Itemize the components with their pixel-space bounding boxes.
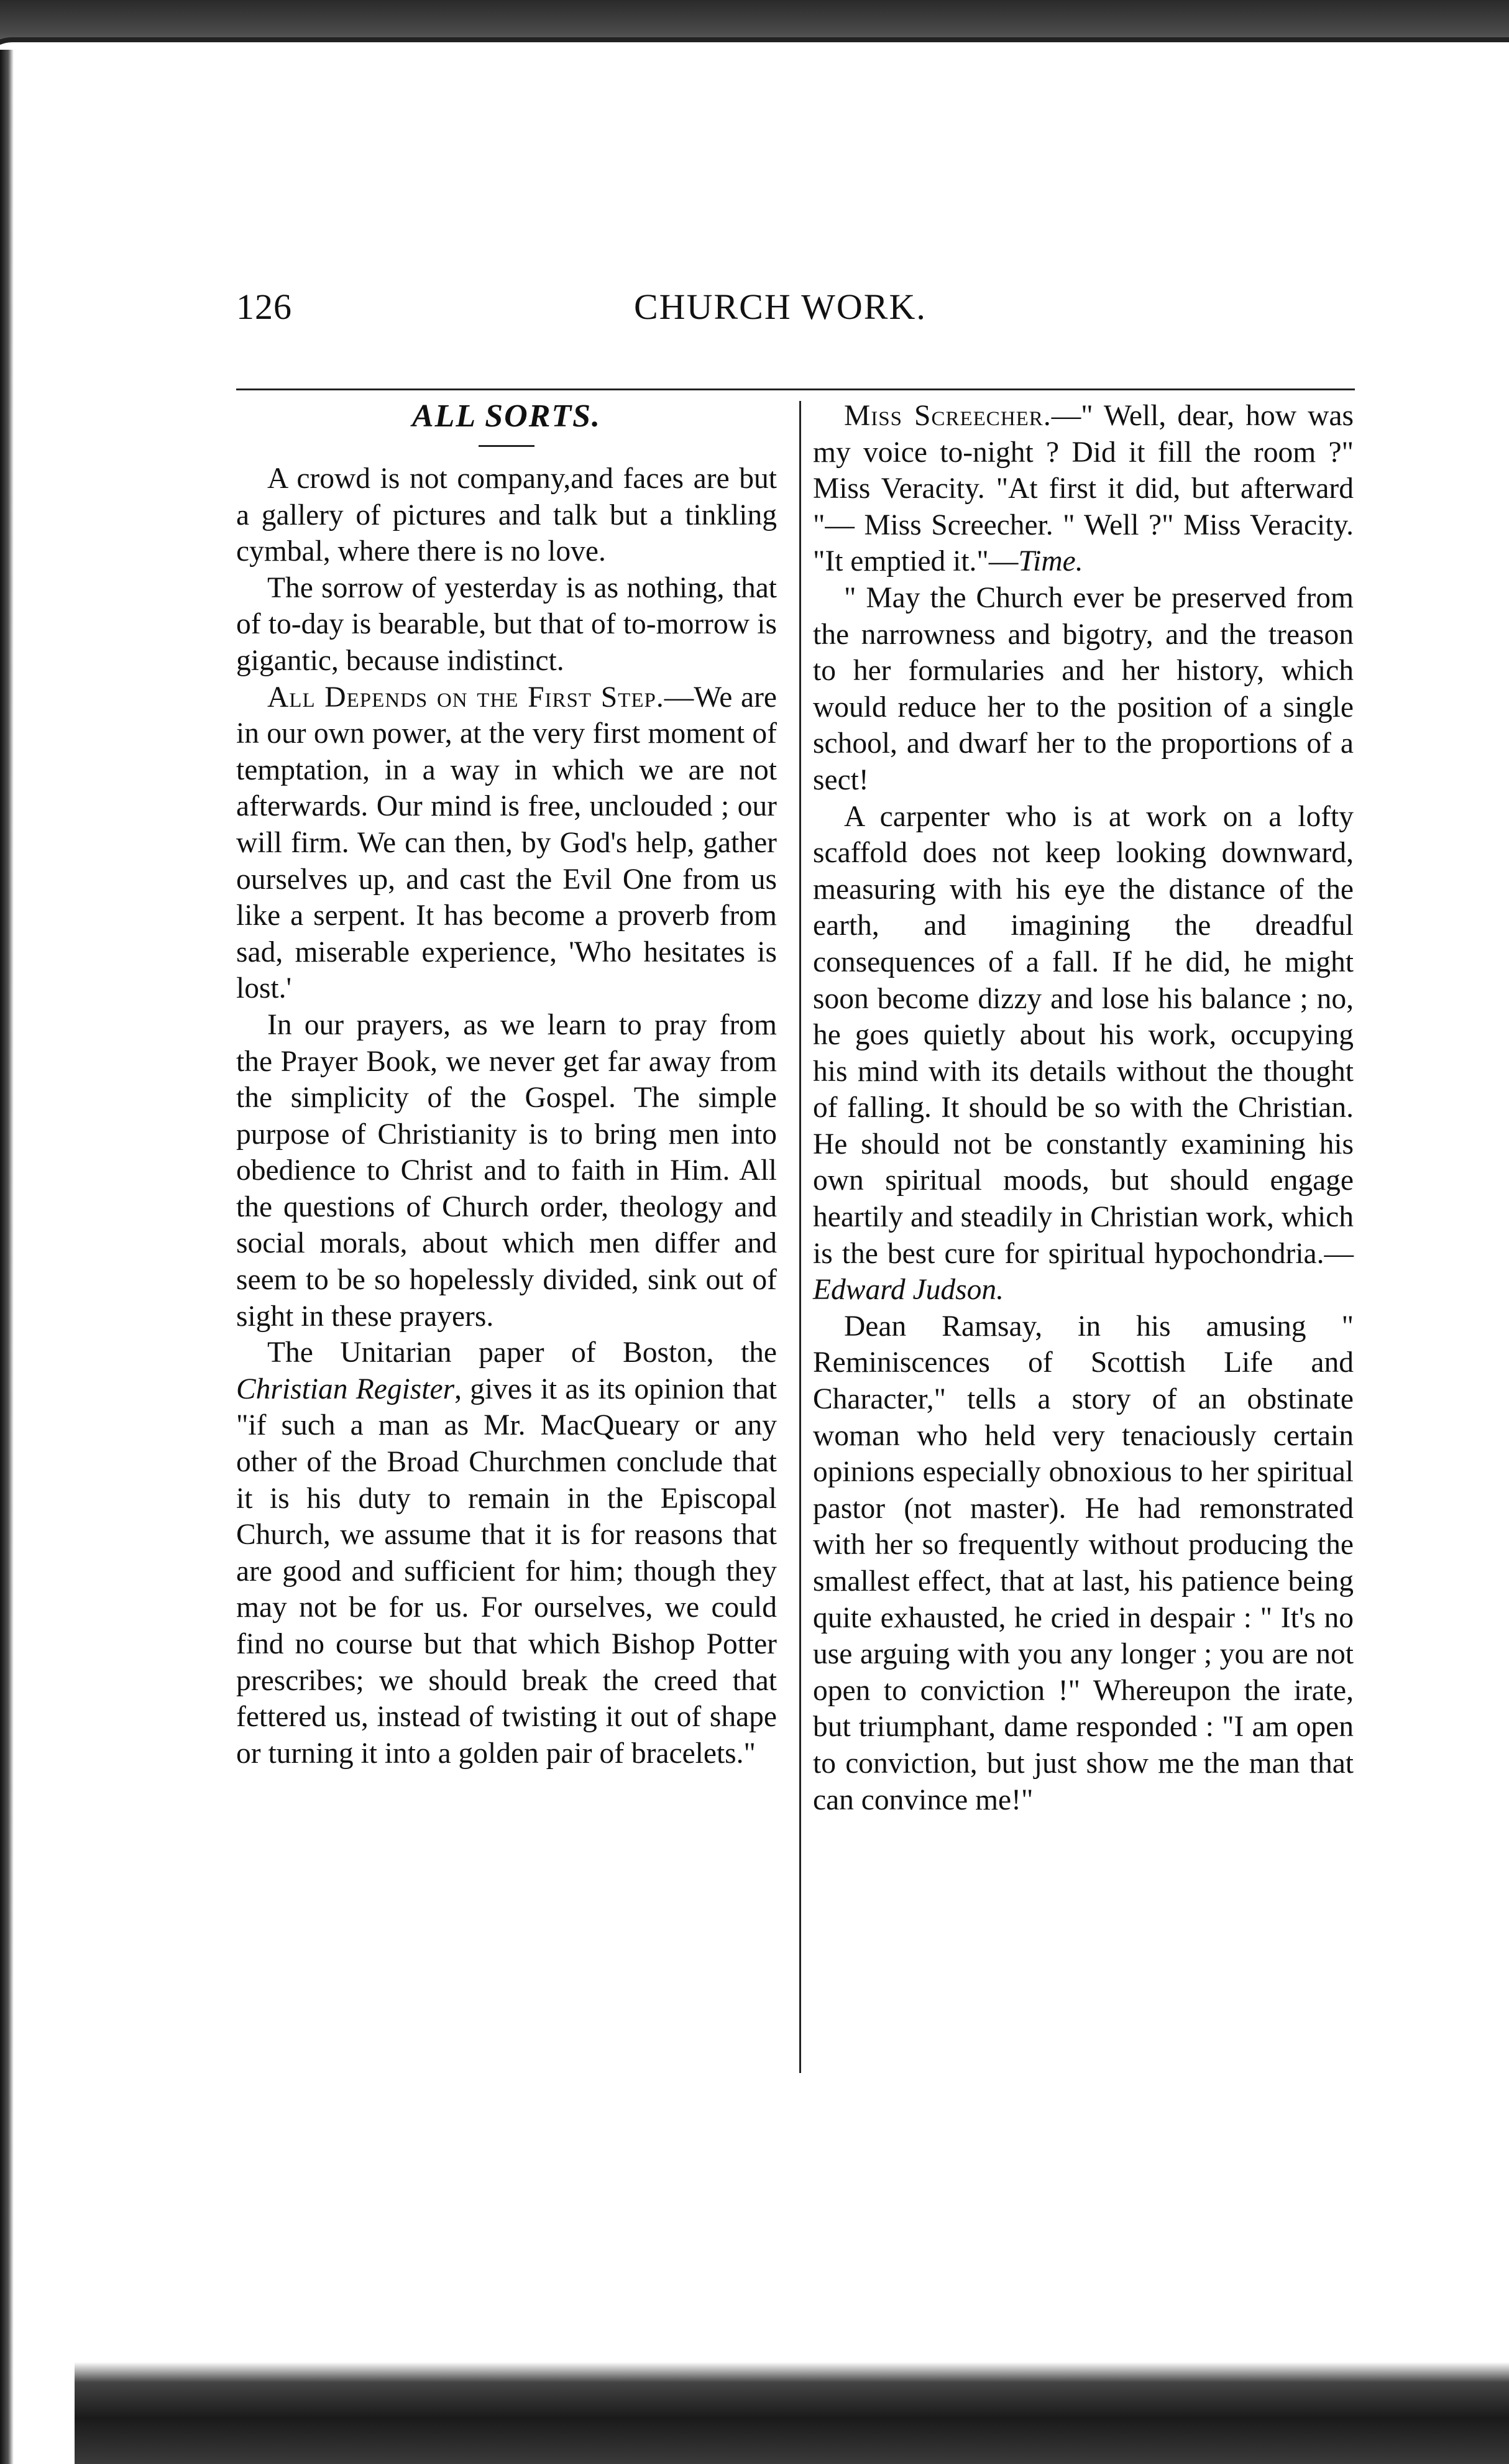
page-top-corner	[0, 37, 1509, 179]
paragraph-prayers: In our prayers, as we learn to pray from the Prayer Book, we never get far away from the simplicity of the Gospel. The simple purpose of Christianity is to bring men into obedience to Christ and to faith in Him. All the questions of Church order, theology and social morals, about which men differ and seem to be so hopelessly divided, sink out of sight in these prayers.	[236, 1008, 777, 1333]
header-rule	[236, 388, 1355, 390]
speaker-name: Miss Screecher.	[844, 400, 1052, 432]
left-column	[236, 398, 777, 1772]
page-number: 126	[236, 287, 292, 327]
paragraph-screecher	[813, 398, 1354, 580]
scan-left-edge	[0, 50, 14, 2464]
paragraph-church-prayer: " May the Church ever be preserved from the narrowness and bigotry, and the treason to her formularies and her history, which would reduce her to the position of a single school, and dwarf her to the proportions of a sect!	[813, 581, 1354, 796]
paragraph-carpenter	[813, 799, 1354, 1308]
section-title: ALL SORTS.	[411, 398, 602, 434]
source-attribution: Time.	[1018, 545, 1083, 578]
scan-bottom-edge	[75, 2362, 1509, 2464]
paragraph-unitarian	[236, 1335, 777, 1772]
paragraph-first-step	[236, 679, 777, 1007]
running-head: CHURCH WORK.	[634, 287, 927, 327]
right-column	[813, 398, 1354, 1818]
paragraph-body: —We are in our own power, at the very first moment of temptation, in a way in which we are not afterwards. Our mind is free, unclouded ; our will firm. We can then, by God's help, gather ourselves up, and cast the Evil One from us like a serpent. It has become a proverb from sad, miserable experience, 'Who hesitates is lost.'	[236, 681, 777, 1005]
paragraph-body: A carpenter who is at work on a lofty scaffold does not keep looking downward, measuring with his eye the distance of the earth, and imagining the dreadful consequences of a fall. If he did, he might soon become dizzy and lose his balance ; no, he goes quietly about his work, occupying his mind with its details without the thought of falling. It should be so with the Christian. He should not be constantly examining his own spiritual moods, but should engage heartily and steadily in Christian work, which is the best cure for spiritual hypochondria.—	[813, 800, 1354, 1270]
page-header	[236, 274, 1355, 348]
paragraph-body: —" Well, dear, how was my voice to-night ? Did it fill the room ?" Miss Veracity. "At first it did, but afterward "— Miss Screecher. " Well ?" Miss Veracity. "It emptied it."—	[813, 400, 1354, 578]
paragraph-dean-ramsay: Dean Ramsay, in his amusing " Reminiscences of Scottish Life and Character," tells a story of an obstinate woman who held very tenaciously certain opinions especially obnoxious to her spiritual pastor (not master). He had remonstrated with her so frequently without producing the smallest effect, that at last, his patience being quite exhausted, he cried in despair : " It's no use arguing with you any longer ; you are not open to conviction !" Whereupon the irate, but triumphant, dame responded : "I am open to conviction, but just show me the man that can convince me!"	[813, 1310, 1354, 1816]
paragraph-crowd: A crowd is not company,and faces are but a gallery of pictures and talk but a tinkling cymbal, where there is no love.	[236, 462, 777, 568]
paragraph-heading: All Depends on the First Step.	[267, 681, 664, 714]
paragraph-text: , gives it as its opinion that "if such a man as Mr. MacQueary or any other of the Broad Churchmen conclude that it is his duty to remain in the Episcopal Church, we assume that it is for reasons that are good and sufficient for him; though they may not be for us. For ourselves, we could find no course but that which Bishop Potter prescribes; we should break the creed that fettered us, instead of twisting it out of shape or turning it into a golden pair of bracelets."	[236, 1372, 777, 1770]
book-page	[236, 274, 1355, 2325]
publication-title: Christian Register	[236, 1372, 455, 1405]
paragraph-text: The Unitarian paper of Boston, the	[267, 1336, 777, 1369]
section-title-dash	[479, 445, 534, 447]
source-attribution: Edward Judson.	[813, 1274, 1004, 1307]
column-divider	[799, 401, 801, 2073]
paragraph-sorrow: The sorrow of yesterday is as nothing, that of to-day is bearable, but that of to-morrow is gigantic, because indistinct.	[236, 571, 777, 677]
